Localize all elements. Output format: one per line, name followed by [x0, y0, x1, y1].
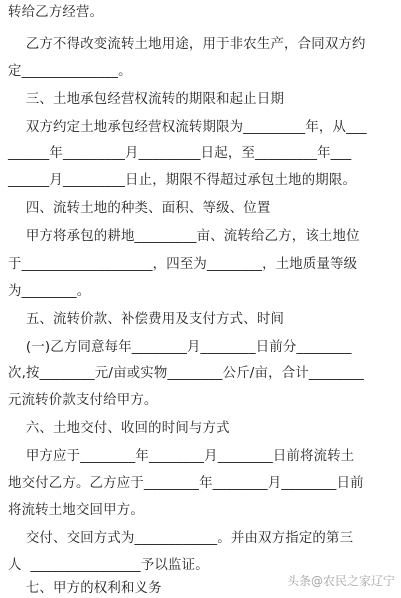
- text-line: 将流转土地交回甲方。: [8, 503, 144, 518]
- text-line: 次,按________元/亩或实物________公斤/亩，合计________: [8, 366, 365, 381]
- text-line: 地交付乙方。乙方应于________年________月________日前: [8, 476, 364, 491]
- text-line: 转给乙方经营。: [8, 5, 104, 20]
- text-line: 甲方将承包的耕地_________亩、流转给乙方，该土地位: [8, 229, 360, 244]
- text-line: 双方约定土地承包经营权流转期限为_________年，从___: [8, 120, 367, 135]
- text-line: 定______________。: [8, 64, 132, 79]
- section-heading-5: 五、流转价款、补偿费用及支付方式、时间: [8, 312, 285, 327]
- text-line: ______月_________日止，期限不得超过承包土地的期限。: [8, 173, 357, 188]
- text-line: 为________。: [8, 284, 91, 299]
- text-line: 交付、交回方式为____________。并由双方指定的第三: [8, 531, 354, 546]
- text-line: (一)乙方同意每年________月________日前分________: [8, 340, 352, 355]
- text-line: 乙方不得改变流转土地用途，用于非农生产，合同双方约: [8, 37, 366, 52]
- text-line: 元流转价款支付给甲方。: [8, 393, 158, 408]
- section-heading-6: 六、土地交付、收回的时间与方式: [8, 421, 230, 436]
- text-line: 甲方应于________年________月________日前将流转土: [8, 449, 355, 464]
- watermark: 头条@农民之家辽宁: [286, 574, 395, 588]
- text-line: 于___________________，四至为________，土地质量等级: [8, 257, 358, 272]
- text-line: ______年_________月_________日起，至_________年___: [8, 146, 352, 161]
- section-heading-7: 七、甲方的权利和义务: [8, 581, 162, 596]
- section-heading-4: 四、流转土地的种类、面积、等级、位置: [8, 201, 271, 216]
- section-heading-3: 三、土地承包经营权流转的期限和起止日期: [8, 92, 285, 107]
- text-line: 人 ________________予以监证。: [8, 558, 209, 573]
